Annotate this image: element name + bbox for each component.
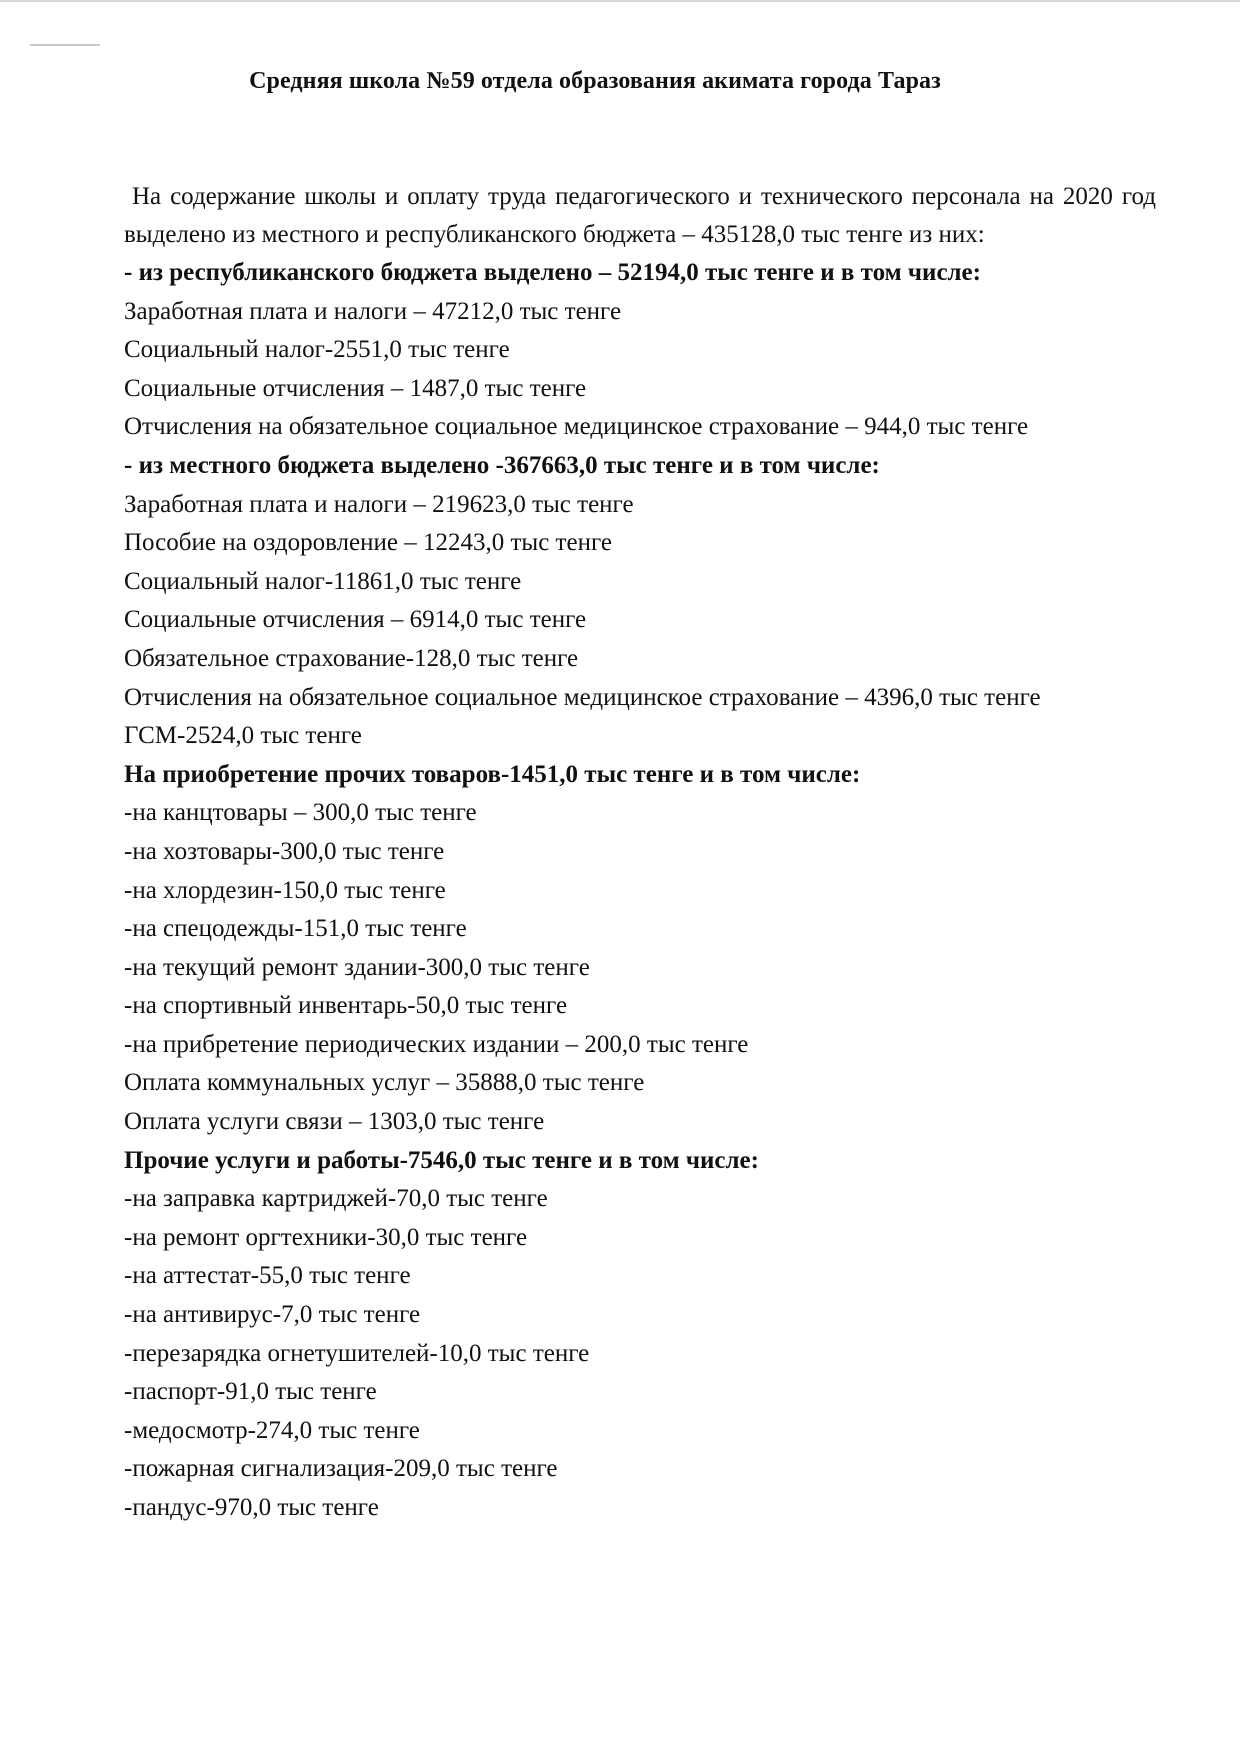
budget-line-item: -на текущий ремонт здании-300,0 тыс тенге: [124, 953, 590, 981]
budget-line-item: -паспорт-91,0 тыс тенге: [124, 1378, 377, 1406]
budget-line-item: Оплата коммунальных услуг – 35888,0 тыс тенге: [124, 1069, 645, 1097]
budget-line-item: -на антивирус-7,0 тыс тенге: [124, 1301, 421, 1329]
budget-line-item: -на спортивный инвентарь-50,0 тыс тенге: [124, 992, 568, 1020]
budget-line-item: -на аттестат-55,0 тыс тенге: [124, 1262, 411, 1290]
budget-line-item: -на прибретение периодических издании – 200,0 тыс тенге: [124, 1030, 749, 1058]
budget-line-item: Отчисления на обязательное социальное медицинское страхование – 4396,0 тыс тенге: [124, 683, 1041, 711]
budget-line-item: ГСМ-2524,0 тыс тенге: [124, 722, 362, 750]
budget-line-item: Социальный налог-11861,0 тыс тенге: [124, 567, 522, 595]
budget-line-item: -перезарядка огнетушителей-10,0 тыс тенге: [124, 1339, 590, 1367]
budget-line-item: Заработная плата и налоги – 47212,0 тыс тенге: [124, 297, 622, 325]
budget-line-item: Заработная плата и налоги – 219623,0 тыс тенге: [124, 490, 634, 518]
budget-line-item: -пандус-970,0 тыс тенге: [124, 1494, 379, 1521]
budget-line-item: Социальный налог-2551,0 тыс тенге: [124, 336, 510, 364]
scan-mark: [30, 44, 100, 46]
budget-line-item: Оплата услуги связи – 1303,0 тыс тенге: [124, 1108, 545, 1136]
budget-line-item: -на спецодежды-151,0 тыс тенге: [124, 915, 467, 943]
budget-line-item: Социальные отчисления – 1487,0 тыс тенге: [124, 374, 587, 402]
budget-line-item: Отчисления на обязательное социальное медицинское страхование – 944,0 тыс тенге: [124, 413, 1029, 441]
budget-line-item: -на заправка картриджей-70,0 тыс тенге: [124, 1185, 548, 1213]
document-body: [124, 178, 1156, 1528]
budget-line-item: -на хозтовары-300,0 тыс тенге: [124, 837, 445, 865]
budget-line-item: Пособие на оздоровление – 12243,0 тыс тенге: [124, 529, 612, 557]
budget-line-item: Обязательное страхование-128,0 тыс тенге: [124, 644, 579, 672]
scan-edge: [0, 0, 1240, 2]
budget-line-item: -медосмотр-274,0 тыс тенге: [124, 1416, 420, 1444]
section-heading: Прочие услуги и работы-7546,0 тыс тенге и в том числе:: [124, 1146, 759, 1174]
budget-line-item: -пожарная сигнализация-209,0 тыс тенге: [124, 1455, 558, 1483]
budget-line-item: Социальные отчисления – 6914,0 тыс тенге: [124, 606, 587, 634]
budget-lines: [124, 254, 1156, 1528]
budget-line-item: -на канцтовары – 300,0 тыс тенге: [124, 799, 477, 827]
document-title: Средняя школа №59 отдела образования акимата города Тараз: [249, 68, 941, 94]
budget-line-item: -на ремонт оргтехники-30,0 тыс тенге: [124, 1223, 528, 1251]
budget-line-item: -на хлордезин-150,0 тыс тенге: [124, 876, 446, 904]
intro-paragraph: На содержание школы и оплату труда педагогического и технического персонала на 2020 год выделено из местного и республиканского бюджета – 435128,0 тыс тенге из них:: [124, 183, 1156, 248]
section-heading: На приобретение прочих товаров-1451,0 тыс тенге и в том числе:: [124, 760, 861, 788]
section-heading: - из республиканского бюджета выделено – 52194,0 тыс тенге и в том числе:: [124, 259, 981, 286]
section-heading: - из местного бюджета выделено -367663,0 тыс тенге и в том числе:: [124, 451, 880, 479]
